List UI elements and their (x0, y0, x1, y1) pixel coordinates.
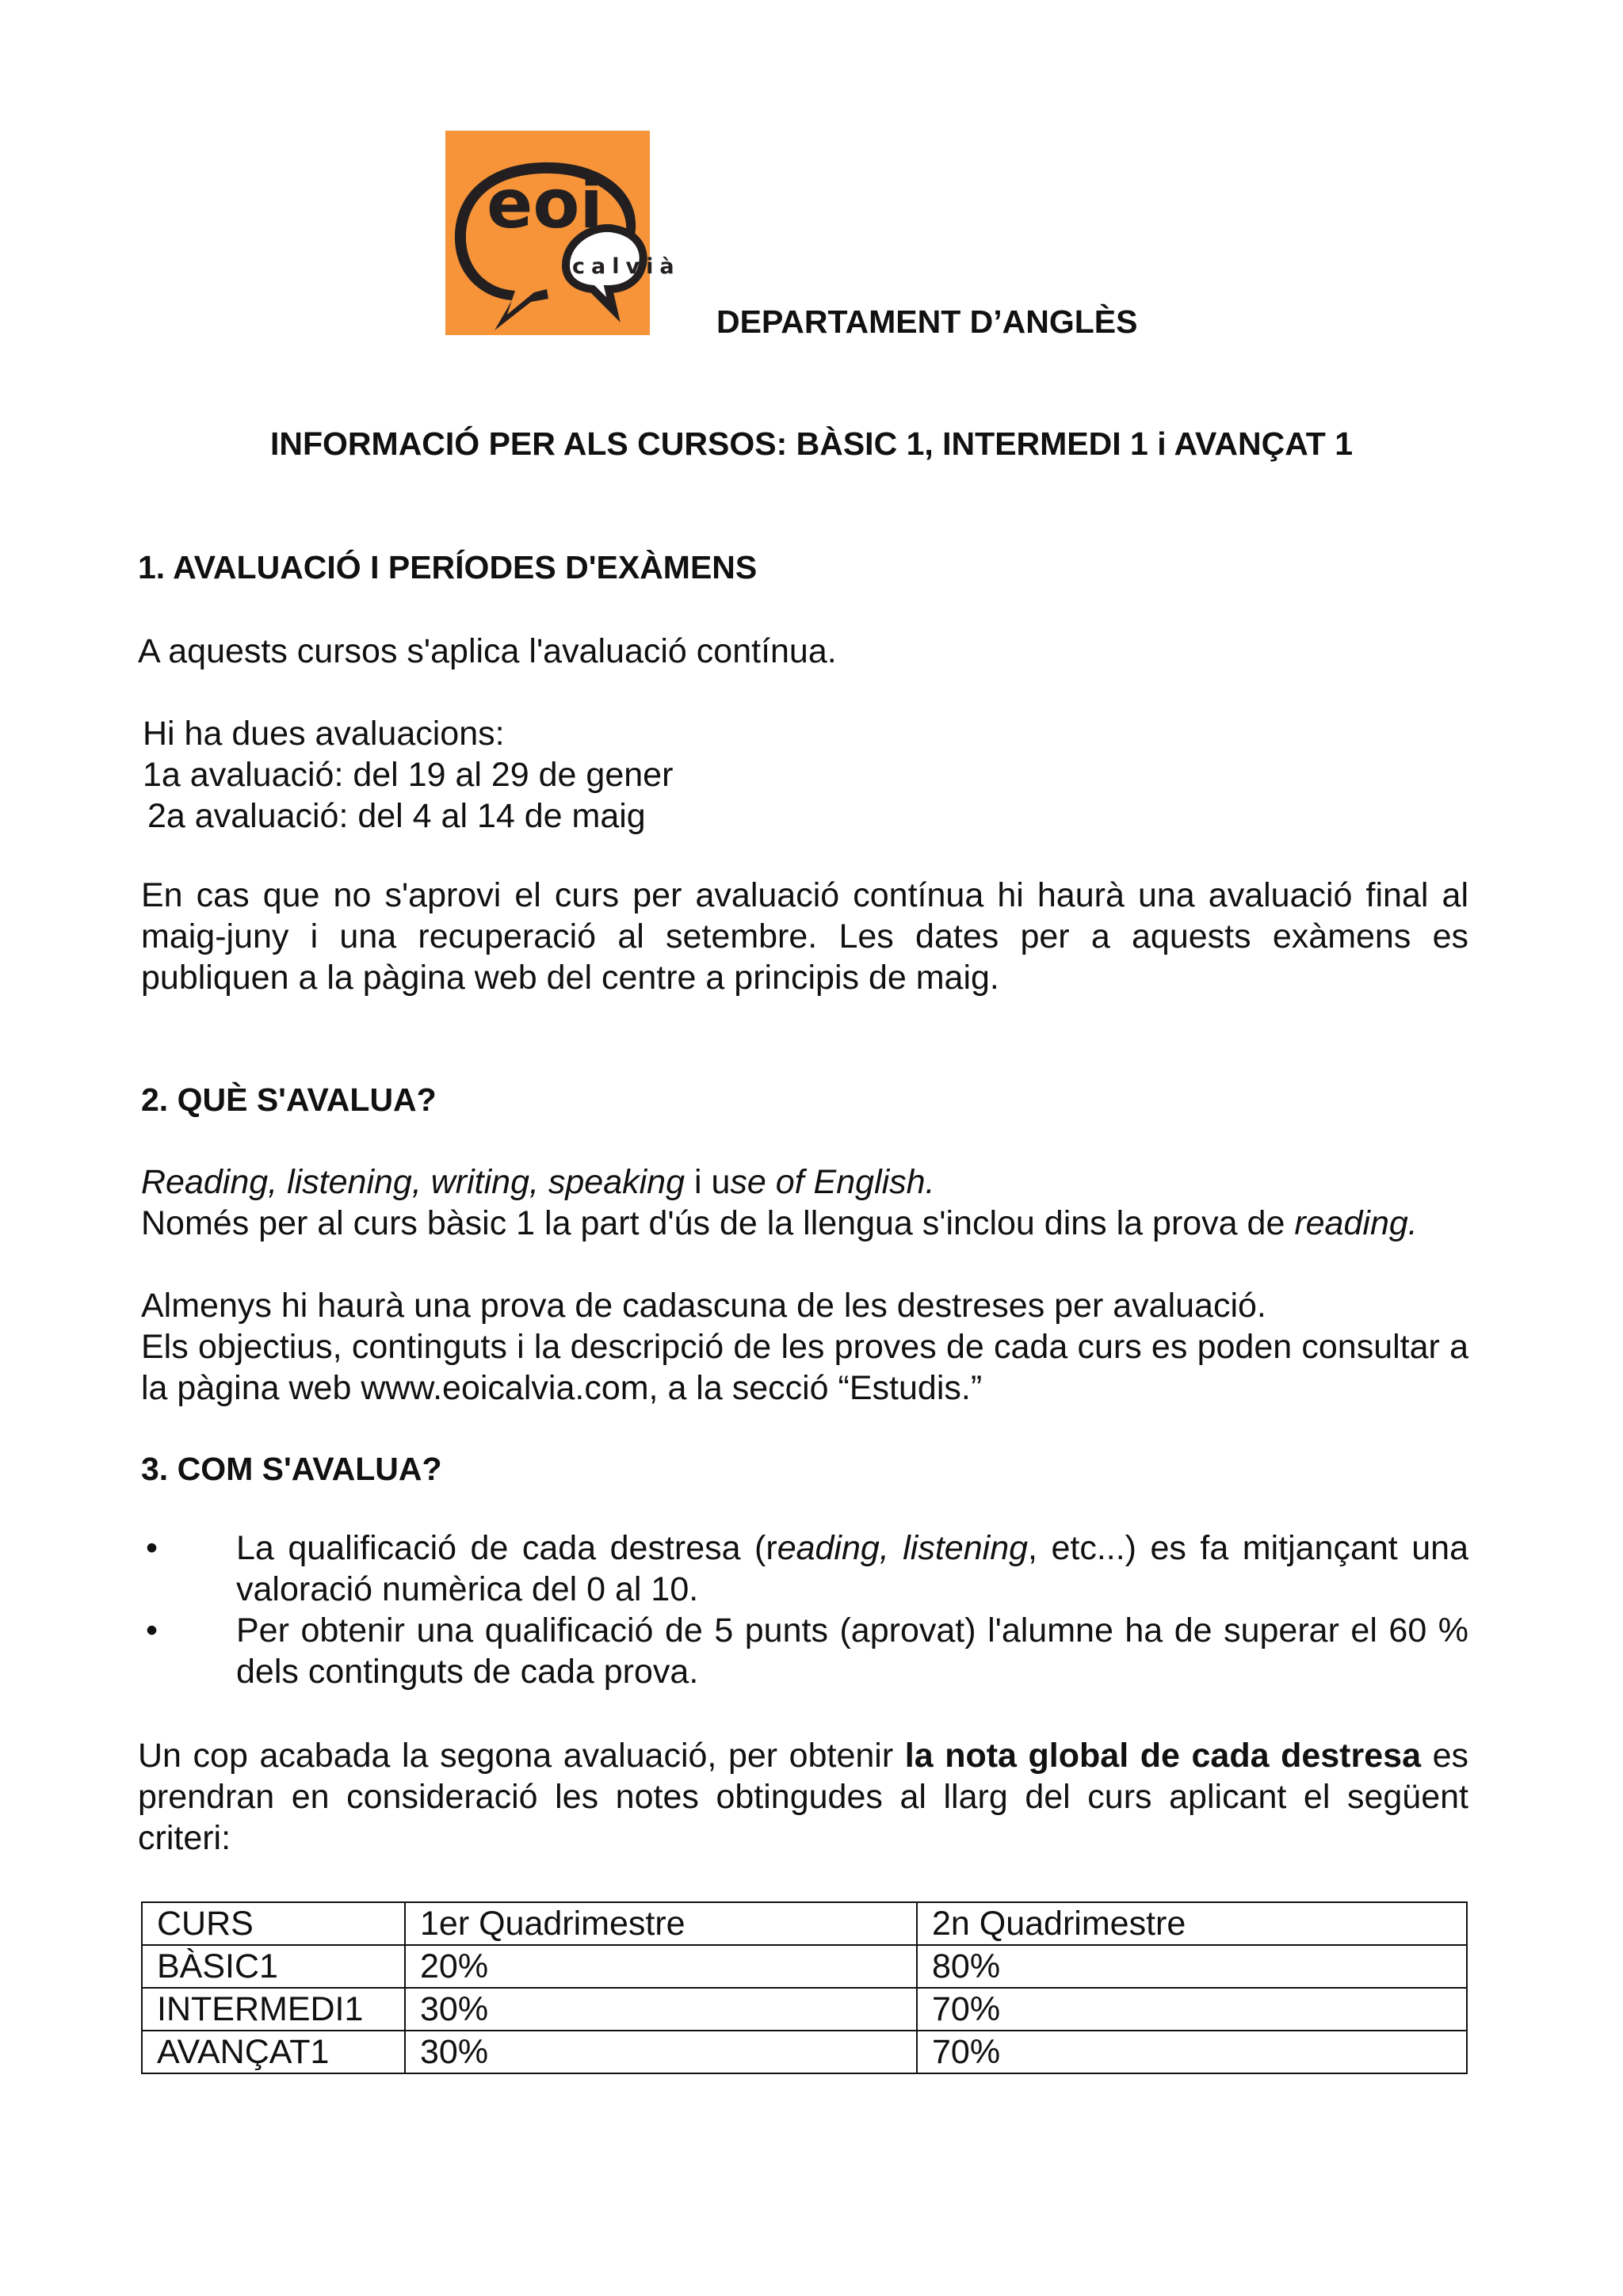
evaluations-intro: Hi ha dues avaluacions: (143, 715, 505, 753)
table-cell-course: INTERMEDI1 (142, 1988, 405, 2031)
table-header-row (142, 1902, 1467, 1945)
skills-last-italic: se of English. (730, 1163, 935, 1201)
table-cell: 20% (405, 1945, 917, 1988)
table-cell: 30% (405, 2031, 917, 2073)
evaluation-1: 1a avaluació: del 19 al 29 de gener (143, 756, 674, 794)
bullet-item (141, 1610, 1468, 1692)
bullet-dot: • (146, 1611, 158, 1650)
table-row (142, 2031, 1467, 2073)
bullet-2-text: Per obtenir una qualificació de 5 punts (aprovat) l'alumne ha de superar el 60 % dels continguts de cada prova. (236, 1611, 1468, 1691)
department-name: DEPARTAMENT D’ANGLÈS (716, 303, 1138, 340)
eoi-calvia-logo (445, 131, 681, 335)
section-3-heading: 3. COM S'AVALUA? (141, 1451, 442, 1487)
table-cell: 70% (917, 1988, 1467, 2031)
global-grade-criteria (138, 1735, 1468, 1859)
bullet-1-text: La qualificació de cada destresa (r (236, 1529, 777, 1567)
logo-sub-text: calvià (572, 254, 681, 279)
table-cell: 80% (917, 1945, 1467, 1988)
basic-note-italic: reading. (1294, 1204, 1418, 1242)
table-header-cell: 1er Quadrimestre (405, 1902, 917, 1945)
basic-note-text: Només per al curs bàsic 1 la part d'ús de la llengua s'inclou dins la prova de (141, 1204, 1295, 1242)
test-count-note: Almenys hi haurà una prova de cadascuna de les destreses per avaluació. (141, 1287, 1266, 1325)
skills-joiner: i u (685, 1163, 731, 1201)
skills-list (141, 1161, 1468, 1203)
section-1-intro: A aquests cursos s'aplica l'avaluació contínua. (138, 632, 837, 670)
table-cell-course: BÀSIC1 (142, 1945, 405, 1988)
table-header-cell: 2n Quadrimestre (917, 1902, 1467, 1945)
table-cell-course: AVANÇAT1 (142, 2031, 405, 2073)
final-evaluation-note: En cas que no s'aprovi el curs per avaluació contínua hi haurà una avaluació final al maig-juny i una recuperació al setembre. Les dates per a aquests exàmens es publiquen a la pàgina web del centre a principis de maig. (141, 876, 1468, 997)
section-1-heading: 1. AVALUACIÓ I PERÍODES D'EXÀMENS (138, 549, 758, 585)
logo-graphic (445, 131, 681, 335)
table-row (142, 1988, 1467, 2031)
table-cell: 30% (405, 1988, 917, 2031)
table-row (142, 1945, 1467, 1988)
section-2-heading: 2. QUÈ S'AVALUA? (141, 1081, 437, 1118)
criteria-text-end: es prendran en consideració les notes obtingudes al llarg del curs aplicant el següent criteri: (138, 1737, 1468, 1857)
basic-course-note (141, 1203, 1468, 1244)
bullet-item (141, 1527, 1468, 1610)
criteria-text: Un cop acabada la segona avaluació, per obtenir (138, 1737, 905, 1775)
bullet-dot: • (146, 1529, 158, 1567)
objectives-note: Els objectius, continguts i la descripció de les proves de cada curs es poden consultar a la pàgina web www.eoicalvia.com, a la secció “Estudis.” (141, 1328, 1468, 1407)
table-header-cell: CURS (142, 1902, 405, 1945)
bullet-1-italic: eading, listening (777, 1529, 1029, 1567)
criteria-bold: la nota global de cada destresa (904, 1737, 1421, 1775)
document-title: INFORMACIÓ PER ALS CURSOS: BÀSIC 1, INTERMEDI 1 i AVANÇAT 1 (270, 425, 1353, 462)
skills-italic: Reading, listening, writing, speaking (141, 1163, 685, 1201)
grades-weight-table (141, 1901, 1468, 2074)
logo-main-text: eoi (487, 165, 603, 244)
evaluation-2: 2a avaluació: del 4 al 14 de maig (147, 797, 646, 835)
table-cell: 70% (917, 2031, 1467, 2073)
evaluation-bullets (141, 1527, 1468, 1692)
bullet-1-text-end: , etc...) es fa mitjançant una valoració numèrica del 0 al 10. (236, 1529, 1468, 1608)
